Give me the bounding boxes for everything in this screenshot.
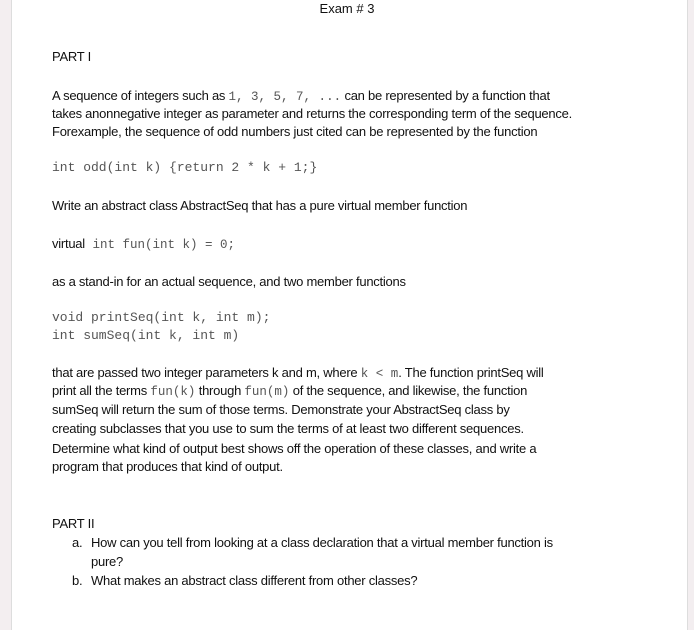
para-line-1 [52, 364, 544, 383]
intro-line-2: takes anonnegative integer as parameter and returns the corresponding term of the sequence. [52, 106, 572, 121]
para-line-5: Determine what kind of output best shows off the operation of these classes, and write a [52, 441, 537, 456]
text: can be represented by a function that [341, 88, 550, 103]
intro-line-1 [52, 87, 550, 106]
text: . The function printSeq will [398, 365, 544, 380]
part2-heading: PART II [52, 516, 95, 531]
question-b: What makes an abstract class different from other classes? [91, 573, 418, 588]
exam-title: Exam # 3 [319, 1, 375, 16]
virtual-code: int fun(int k) = 0; [84, 238, 235, 252]
list-marker-b: b. [72, 573, 83, 588]
code-sumseq: int sumSeq(int k, int m) [52, 328, 240, 343]
virtual-declaration [52, 235, 235, 254]
write-instruction: Write an abstract class AbstractSeq that has a pure virtual member function [52, 198, 468, 213]
para-line-2 [52, 382, 527, 401]
code-odd-function: int odd(int k) {return 2 * k + 1;} [52, 160, 318, 175]
list-marker-a: a. [72, 535, 83, 550]
para-line-4: creating subclasses that you use to sum the terms of at least two different sequences. [52, 421, 524, 436]
para-line-6: program that produces that kind of output. [52, 459, 283, 474]
question-a-line-2: pure? [91, 554, 123, 569]
text: of the sequence, and likewise, the function [289, 383, 528, 398]
part1-heading: PART I [52, 49, 91, 64]
text: that are passed two integer parameters k and m, where [52, 365, 361, 380]
inline-code: fun(k) [150, 385, 196, 399]
inline-code: 1, 3, 5, 7, ... [228, 90, 342, 104]
intro-line-3: Forexample, the sequence of odd numbers just cited can be represented by the function [52, 124, 538, 139]
text: through [195, 383, 245, 398]
question-a-line-1: How can you tell from looking at a class declaration that a virtual member function is [91, 535, 553, 550]
standin-text: as a stand-in for an actual sequence, and two member functions [52, 274, 406, 289]
inline-code: fun(m) [244, 385, 290, 399]
text: print all the terms [52, 383, 151, 398]
virtual-keyword: virtual [52, 236, 85, 251]
text: A sequence of integers such as [52, 88, 229, 103]
para-line-3: sumSeq will return the sum of those terms. Demonstrate your AbstractSeq class by [52, 402, 510, 417]
inline-code: k < m [360, 367, 399, 381]
code-printseq: void printSeq(int k, int m); [52, 310, 271, 325]
